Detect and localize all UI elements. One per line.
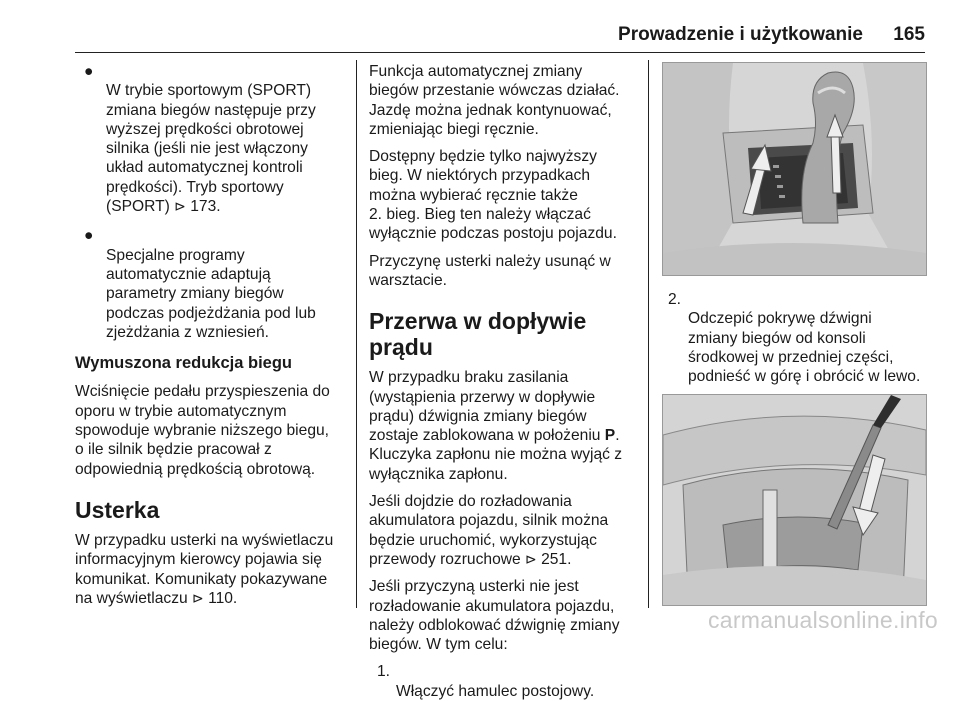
fault-text: W przypadku usterki na wyświetlaczu informacyjnym kierowcy pojawia się komunikat. Komunikaty pokazywane na wyświetlaczu — [75, 531, 334, 607]
step-item — [369, 662, 637, 701]
column-divider-1 — [356, 60, 357, 608]
paragraph: Przyczynę usterki należy usunąć w warsztacie. — [369, 252, 611, 289]
column-divider-2 — [648, 60, 649, 608]
column-1 — [75, 62, 345, 616]
reference-arrow-icon: ⊳ — [525, 550, 537, 567]
paragraph — [369, 492, 637, 569]
column-3 — [662, 62, 927, 606]
paragraph-text: Jeśli dojdzie do rozładowania akumulatora pojazdu, silnik można będzie uruchomić, wykorzystując przewody rozruchowe — [369, 493, 609, 568]
step-text: Odczepić pokrywę dźwigni zmiany biegów od konsoli środkowej w przedniej części, podnieść w górę i obrócić w lewo. — [688, 310, 921, 386]
paragraph-text: W przypadku braku zasilania (wystąpienia przerwy w dopływie prądu) dźwignia zmiany biegów zostaje zablokowana w położeniu — [369, 369, 601, 445]
page-reference-link[interactable]: 251. — [536, 550, 572, 568]
cover-removal-illustration — [662, 394, 927, 606]
step-item — [662, 290, 927, 386]
paragraph: Funkcja automatycznej zmiany biegów przestanie wówczas działać. Jazdę można jednak kontynuować, zmieniając biegi ręcznie. — [369, 63, 620, 138]
paragraph: Jeśli przyczyną usterki nie jest rozładowanie akumulatora pojazdu, należy odblokować dźwignię zmiany biegów. W tym celu: — [369, 578, 620, 654]
step-text: Włączyć hamulec postojowy. — [396, 682, 595, 700]
cover-removal-drawing — [663, 395, 926, 605]
paragraph: Dostępny będzie tylko najwyższy bieg. W niektórych przypadkach można wybierać ręcznie także 2. bieg. Bieg ten należy włączać wyłącznie podczas postoju pojazdu. — [369, 148, 617, 243]
fault-heading: Usterka — [75, 496, 160, 523]
kickdown-heading: Wymuszona redukcja biegu — [75, 354, 292, 373]
list-item — [75, 226, 345, 342]
reference-arrow-icon: ⊳ — [192, 589, 204, 606]
power-outage-heading: Przerwa w dopływie prądu — [369, 308, 587, 361]
bullet-dot: ● — [84, 227, 94, 245]
bullet-text: Specjalne programy automatycznie adaptują parametry zmiany biegów podczas podjeżdżania pod lub zjeżdżania z wzniesień. — [106, 246, 316, 341]
page-title: Prowadzenie i użytkowanie — [618, 24, 863, 45]
bullet-dot: ● — [84, 63, 94, 80]
step-number: 2. — [668, 291, 682, 308]
paragraph-text: . Kluczyka zapłonu nie można wyjąć z wyłącznika zapłonu. — [369, 427, 623, 483]
page-reference-link[interactable]: 173. — [185, 198, 221, 216]
reference-arrow-icon: ⊳ — [174, 198, 186, 215]
step-number: 1. — [377, 663, 391, 681]
list-item — [75, 62, 345, 216]
paragraph — [369, 368, 637, 484]
page-number: 165 — [893, 24, 925, 45]
fault-paragraph — [75, 531, 345, 608]
gear-lever-drawing — [663, 63, 926, 275]
page-header — [75, 18, 925, 53]
gear-lever-illustration — [662, 62, 927, 276]
gear-position-p: P — [604, 427, 616, 445]
bullet-text: W trybie sportowym (SPORT) zmiana biegów następuje przy wyższej prędkości obrotowej silnika (jeśli nie jest włączony układ automatycznej kontroli prędkości). Tryb sportowy (SPORT) — [106, 82, 316, 216]
column-2 — [369, 62, 637, 701]
watermark: carmanualsonline.info — [707, 607, 938, 633]
page-reference-link[interactable]: 110. — [203, 589, 238, 607]
kickdown-paragraph: Wciśnięcie pedału przyspieszenia do oporu w trybie automatycznym spowoduje wybranie niższego biegu, o ile silnik będzie pracował z odpowiednią prędkością obrotową. — [75, 383, 330, 478]
